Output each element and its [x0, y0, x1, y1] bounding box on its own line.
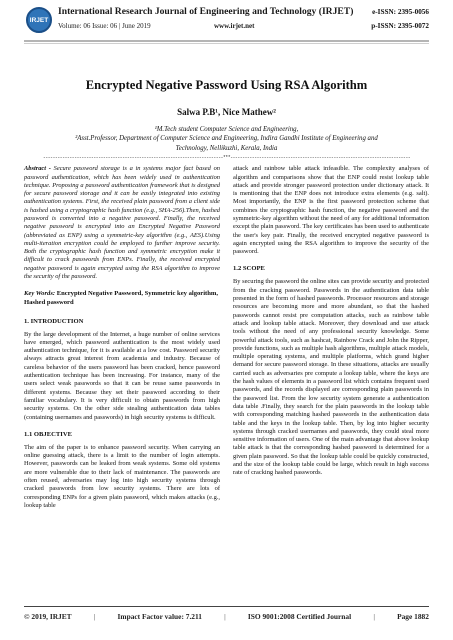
- affiliation-line: ²Asst.Professor, Department of Computer Science and Engineering, Indira Gandhi Institute of Engineering and: [75, 135, 378, 143]
- affiliations: [24, 125, 429, 153]
- header-rule-thin: [24, 43, 429, 44]
- journal-website: www.irjet.net: [214, 22, 255, 30]
- p-issn: p-ISSN: 2395-0072: [371, 22, 429, 30]
- keywords-label: Key Words:: [24, 290, 56, 298]
- left-column: [24, 165, 220, 519]
- two-column-body: [24, 165, 429, 519]
- footer-separator: |: [224, 612, 226, 621]
- keywords: [24, 290, 220, 307]
- footer-copyright: © 2019, IRJET: [24, 612, 72, 621]
- journal-name: International Research Journal of Engineering and Technology (IRJET): [58, 6, 354, 17]
- objective-continued-text: attack and rainbow table attack infeasible. The complexity analyses of algorithm and comparisons show that the ENP could resist lookup table attack and provide stronger password protection under dictionary attack. It is mentioning that the ENP does not introduce extra elements (e.g. salt). Most importantly, the ENP is the first password protection scheme that combines the cryptographic hash function, the negative password and the symmetric-key algorithm without the need of any for additional information except the plain password. The key certificates has been used to authenticate the user's key pair. Finally, the received encrypted negative password is again encrypted using the RSA algorithm to improve the security of the password.: [233, 165, 429, 256]
- journal-volume: Volume: 06 Issue: 06 | June 2019: [58, 22, 151, 30]
- abstract-label: Abstract -: [24, 165, 51, 173]
- paper-authors: Salwa P.B¹, Nice Mathew²: [177, 107, 276, 117]
- footer-separator: |: [373, 612, 375, 621]
- abstract-text: Secure password storage is a in systems major fact based on password authentication, which has been widely used in authentication technique. Proposing a password authentication framework that is designed for secure password storage and it can be easily integrated into existing authentication systems. First, the received plain password from a client side is hashed using a cryptographic hash function (e.g., SHA-256).Then, hashed password is converted into a negative password. Finally, the received negative password is encrypted into an Encrypted Negative Password (abbreviated as ENP) using a symmetric-key algorithm (e.g., AES).Using multi-iteration encryption could be employed to further improve security. Both the cryptographic hash function and symmetric encryption make it difficult to crack passwords from ENPs. Finally, the received encrypted negative password is again encrypted using the RSA algorithm to improve the security of the password.: [24, 165, 220, 281]
- irjet-logo-icon: [26, 7, 52, 33]
- right-column: [233, 165, 429, 519]
- scope-heading: 1.2 SCOPE: [233, 265, 265, 273]
- paper-title: Encrypted Negative Password Using RSA Algorithm: [85, 78, 368, 92]
- header-rule: [24, 40, 429, 42]
- e-issn: e-ISSN: 2395-0056: [372, 8, 429, 16]
- objective-text: The aim of the paper is to enhance password security. When carrying an online guessing attack, there is a limit to the number of login attempts. However, passwords can be leaked from weak systems. Some old systems are more vulnerable due to their lack of maintenance. The passwords are often reused, adversaries may log into high security systems through cracked passwords from low security systems. There are lots of corresponding ENPs for a given plain password, which makes attacks (e.g., lookup table: [24, 443, 220, 509]
- objective-heading: 1.1 OBJECTIVE: [24, 430, 72, 438]
- logo-text: IRJET: [29, 16, 49, 24]
- section-divider: ---------------------------------------------------------------------------***---------------------------------------------------------------------------: [42, 155, 411, 162]
- footer-page-number: Page 1882: [397, 612, 429, 621]
- journal-header: [24, 0, 429, 40]
- affiliation-line: Technology, Nellikuzhi, Kerala, India: [175, 144, 278, 152]
- affiliation-line: ¹M.Tech student Computer Science and Engineering,: [154, 126, 299, 133]
- footer-impact-factor: Impact Factor value: 7.211: [117, 612, 202, 621]
- abstract: [24, 165, 220, 281]
- introduction-heading: 1. INTRODUCTION: [24, 317, 84, 325]
- footer-iso: ISO 9001:2008 Certified Journal: [247, 612, 352, 621]
- introduction-text: By the large development of the Internet, a huge number of online services have emerged, which password authentication is the most widely used authentication technique, for it is available at a low cost. Password security always attracts great interest from academia and industry. Because of careless behavior of the users password has been cracked, hence password authentication technique has been increasing. For instance, many of the users select weak passwords so that it can be reuse same passwords in different systems. Because they set their password according to their familiar vocabulary. It is very difficult to obtain passwords from high security systems. On the other side stealing authentication data tables (containing usernames and passwords) in high security systems is difficult.: [24, 330, 220, 421]
- scope-text: By securing the password the online sites can provide security and protected from the cracking password. Passwords in the authentication data table presented in the form of hashed passwords. Processor resources and storage resources are becoming more and more abundant, so that the hashed passwords cannot resist pre computation attacks, such as rainbow table attack and lookup table attack. Moreover, they download and use attack tools without the need of any professional security knowledge. Some powerful attack tools, such as hashcat, Rainbow Crack and John the Ripper, provide functions, such as multiple hash algorithms, multiple attack models, multiple operating systems, and multiple platforms, which grand higher demand for secure password storage. In these situations, attacks are usually carried such as adversaries pre compute a lookup table, where the keys are the hash values of elements in a password list which contains frequent used passwords, and the records displayed are corresponding plain passwords in the password list. From the low security system generate a authentication data table .Finally, they search for the plain passwords in the lookup table with corresponding matching hashed passwords in the authentication data table and the keys in the lookup table. Then, by log into higher security systems through cracked usernames and passwords, they could steal more sensitive information of users. One of the main advantage that above lookup table attack is that the corresponding hashed password is determined for a given plain password. So that the lookup table could be quickly constructed, and the size of the lookup table could be large, which result in high success rate of cracking hashed passwords.: [233, 278, 429, 477]
- keywords-text: Encrypted Negative Password, Symmetric key algorithm, Hashed password: [24, 290, 219, 306]
- footer-separator: |: [93, 612, 96, 621]
- page-footer: [24, 606, 429, 621]
